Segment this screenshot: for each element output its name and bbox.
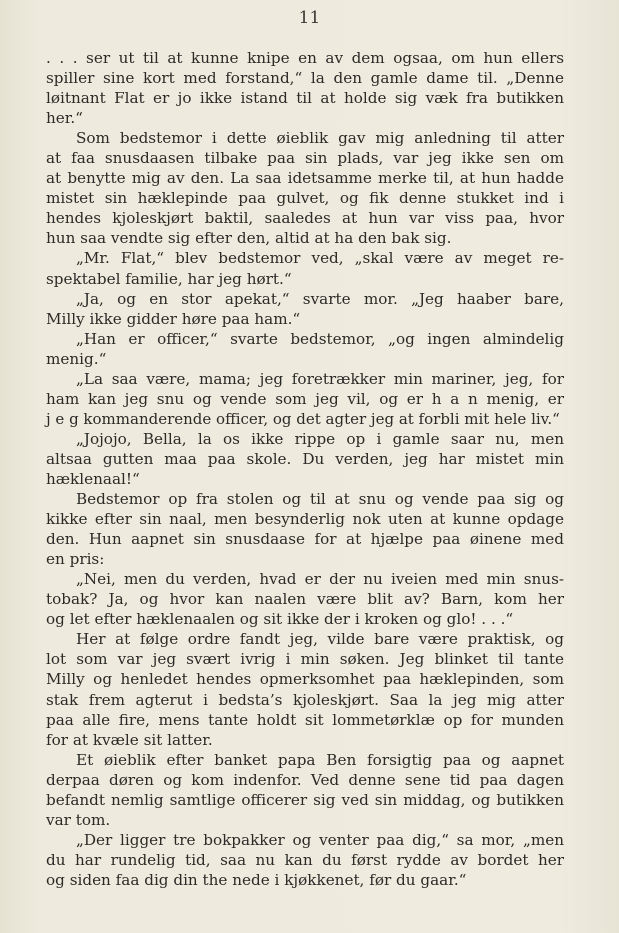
text-line: her.“ (46, 109, 83, 128)
text-line: menig.“ (46, 349, 107, 368)
text-line: for at kvæle sit latter. (46, 730, 213, 749)
text-line: og siden faa dig din the nede i kjøkkenet, før du gaar.“ (46, 870, 467, 889)
text-line: paa alle fire, mens tante holdt sit lommetørklæ op for munden (46, 710, 564, 729)
text-line: altsaa gutten maa paa skole. Du verden, jeg har mistet min (46, 449, 564, 468)
text-line: løitnant Flat er jo ikke istand til at holde sig væk fra butikken (46, 89, 564, 108)
text-line: ham kan jeg snu og vende som jeg vil, og er h a n menig, er (46, 389, 564, 408)
body-text (46, 48, 564, 890)
text-line: Milly og henledet hendes opmerksomhet paa hæklepinden, som (46, 670, 564, 689)
page-number: 11 (298, 8, 321, 28)
text-line: derpaa døren og kom indenfor. Ved denne sene tid paa dagen (46, 770, 564, 789)
text-line: kikke efter sin naal, men besynderlig nok uten at kunne opdage (46, 510, 564, 529)
text-line: Bedstemor op fra stolen og til at snu og vende paa sig og (76, 490, 564, 509)
text-line: „La saa være, mama; jeg foretrækker min mariner, jeg, for (76, 369, 564, 388)
text-line: befandt nemlig samtlige officerer sig ved sin middag, og butikken (46, 790, 564, 809)
text-line: tobak? Ja, og hvor kan naalen være blit av? Barn, kom her (46, 590, 564, 609)
text-line: stak frem agterut i bedsta’s kjoleskjørt. Saa la jeg mig atter (46, 690, 564, 709)
text-line: hæklenaal!“ (46, 469, 140, 488)
text-line: Her at følge ordre fandt jeg, vilde bare være praktisk, og (76, 630, 564, 649)
text-line: Som bedstemor i dette øieblik gav mig anledning til atter (76, 129, 564, 148)
text-line: den. Hun aapnet sin snusdaase for at hjælpe paa øinene med (46, 530, 564, 549)
text-line: „Der ligger tre bokpakker og venter paa dig,“ sa mor, „men (76, 830, 564, 849)
text-line: var tom. (46, 810, 111, 829)
text-line: at faa snusdaasen tilbake paa sin plads, var jeg ikke sen om (46, 149, 564, 168)
text-line: Et øieblik efter banket papa Ben forsigtig paa og aapnet (76, 750, 564, 769)
text-line: hun saa vendte sig efter den, altid at ha den bak sig. (46, 229, 452, 248)
text-line: j e g kommanderende officer, og det agter jeg at forbli mit hele liv.“ (46, 409, 560, 428)
text-line: „Ja, og en stor apekat,“ svarte mor. „Jeg haaber bare, (76, 289, 564, 308)
text-line: . . . ser ut til at kunne knipe en av dem ogsaa, om hun ellers (46, 49, 564, 67)
text-line: lot som var jeg svært ivrig i min søken. Jeg blinket til tante (46, 650, 564, 669)
text-line: „Han er officer,“ svarte bedstemor, „og ingen almindelig (76, 329, 564, 348)
text-line: og let efter hæklenaalen og sit ikke der i kroken og glo! . . .“ (46, 610, 514, 629)
text-line: spiller sine kort med forstand,“ la den gamle dame til. „Denne (46, 69, 564, 88)
text-line: hendes kjoleskjørt baktil, saaledes at hun var viss paa, hvor (46, 209, 564, 228)
text-line: „Jojojo, Bella, la os ikke rippe op i gamle saar nu, men (76, 429, 564, 448)
text-line: en pris: (46, 550, 105, 569)
text-line: „Mr. Flat,“ blev bedstemor ved, „skal være av meget re- (76, 249, 564, 268)
text-line: „Nei, men du verden, hvad er der nu iveien med min snus- (76, 570, 564, 589)
text-line: Milly ikke gidder høre paa ham.“ (46, 309, 301, 328)
text-line: mistet sin hæklepinde paa gulvet, og fik denne stukket ind i (46, 189, 564, 208)
text-line: spektabel familie, har jeg hørt.“ (46, 269, 292, 288)
text-line: du har rundelig tid, saa nu kan du først rydde av bordet her (46, 850, 564, 869)
text-line: at benytte mig av den. La saa idetsamme merke til, at hun hadde (46, 169, 564, 188)
